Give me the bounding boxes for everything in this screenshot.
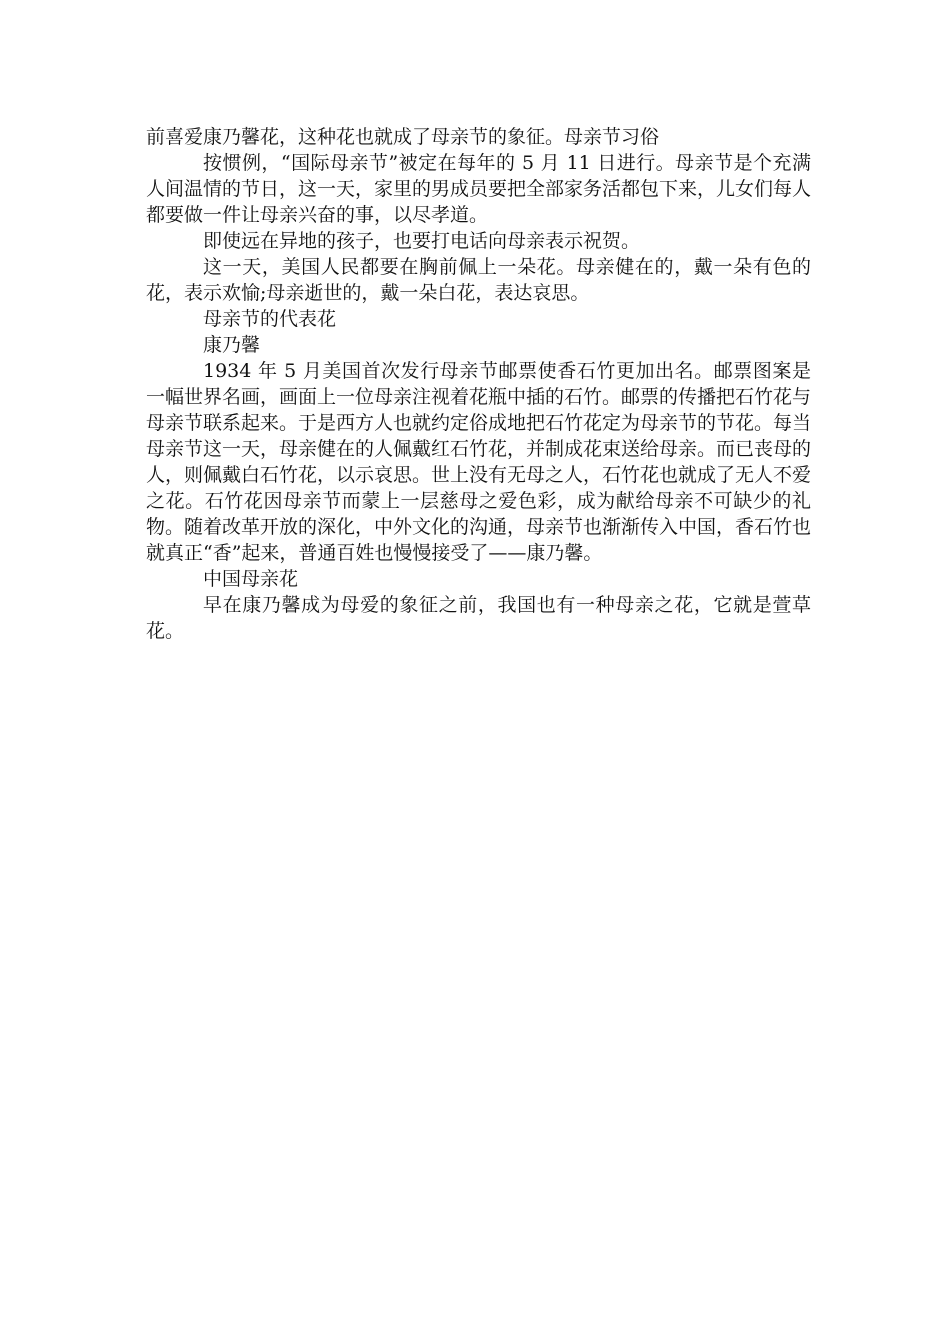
heading-carnation: 康乃馨	[203, 334, 261, 356]
paragraph-daylily: 早在康乃馨成为母爱的象征之前，我国也有一种母亲之花，它就是萱草花。	[146, 594, 811, 642]
heading-representative-flower: 母亲节的代表花	[203, 308, 337, 330]
document-body	[146, 124, 811, 644]
paragraph-wearing-flowers: 这一天，美国人民都要在胸前佩上一朵花。母亲健在的，戴一朵有色的花，表示欢愉;母亲逝世的，戴一朵白花，表达哀思。	[146, 256, 811, 304]
paragraph-carnation-symbol: 前喜爱康乃馨花，这种花也就成了母亲节的象征。母亲节习俗	[146, 126, 660, 148]
heading-chinese-mother-flower: 中国母亲花	[203, 568, 299, 590]
paragraph-custom-date: 按惯例，“国际母亲节”被定在每年的 5 月 11 日进行。母亲节是个充满人间温情的节日，这一天，家里的男成员要把全部家务活都包下来，儿女们每人都要做一件让母亲兴奋的事，以尽孝道。	[146, 152, 812, 226]
paragraph-distant-children: 即使远在异地的孩子，也要打电话向母亲表示祝贺。	[203, 230, 641, 252]
paragraph-stamp-history: 1934 年 5 月美国首次发行母亲节邮票使香石竹更加出名。邮票图案是一幅世界名画，画面上一位母亲注视着花瓶中插的石竹。邮票的传播把石竹花与母亲节联系起来。于是西方人也就约定俗成地把石竹花定为母亲节的节花。每当母亲节这一天，母亲健在的人佩戴红石竹花，并制成花束送给母亲。而已丧母的人，则佩戴白石竹花，以示哀思。世上没有无母之人，石竹花也就成了无人不爱之花。石竹花因母亲节而蒙上一层慈母之爱色彩，成为献给母亲不可缺少的礼物。随着改革开放的深化，中外文化的沟通，母亲节也渐渐传入中国，香石竹也就真正“香”起来，普通百姓也慢慢接受了——康乃馨。	[146, 360, 812, 564]
